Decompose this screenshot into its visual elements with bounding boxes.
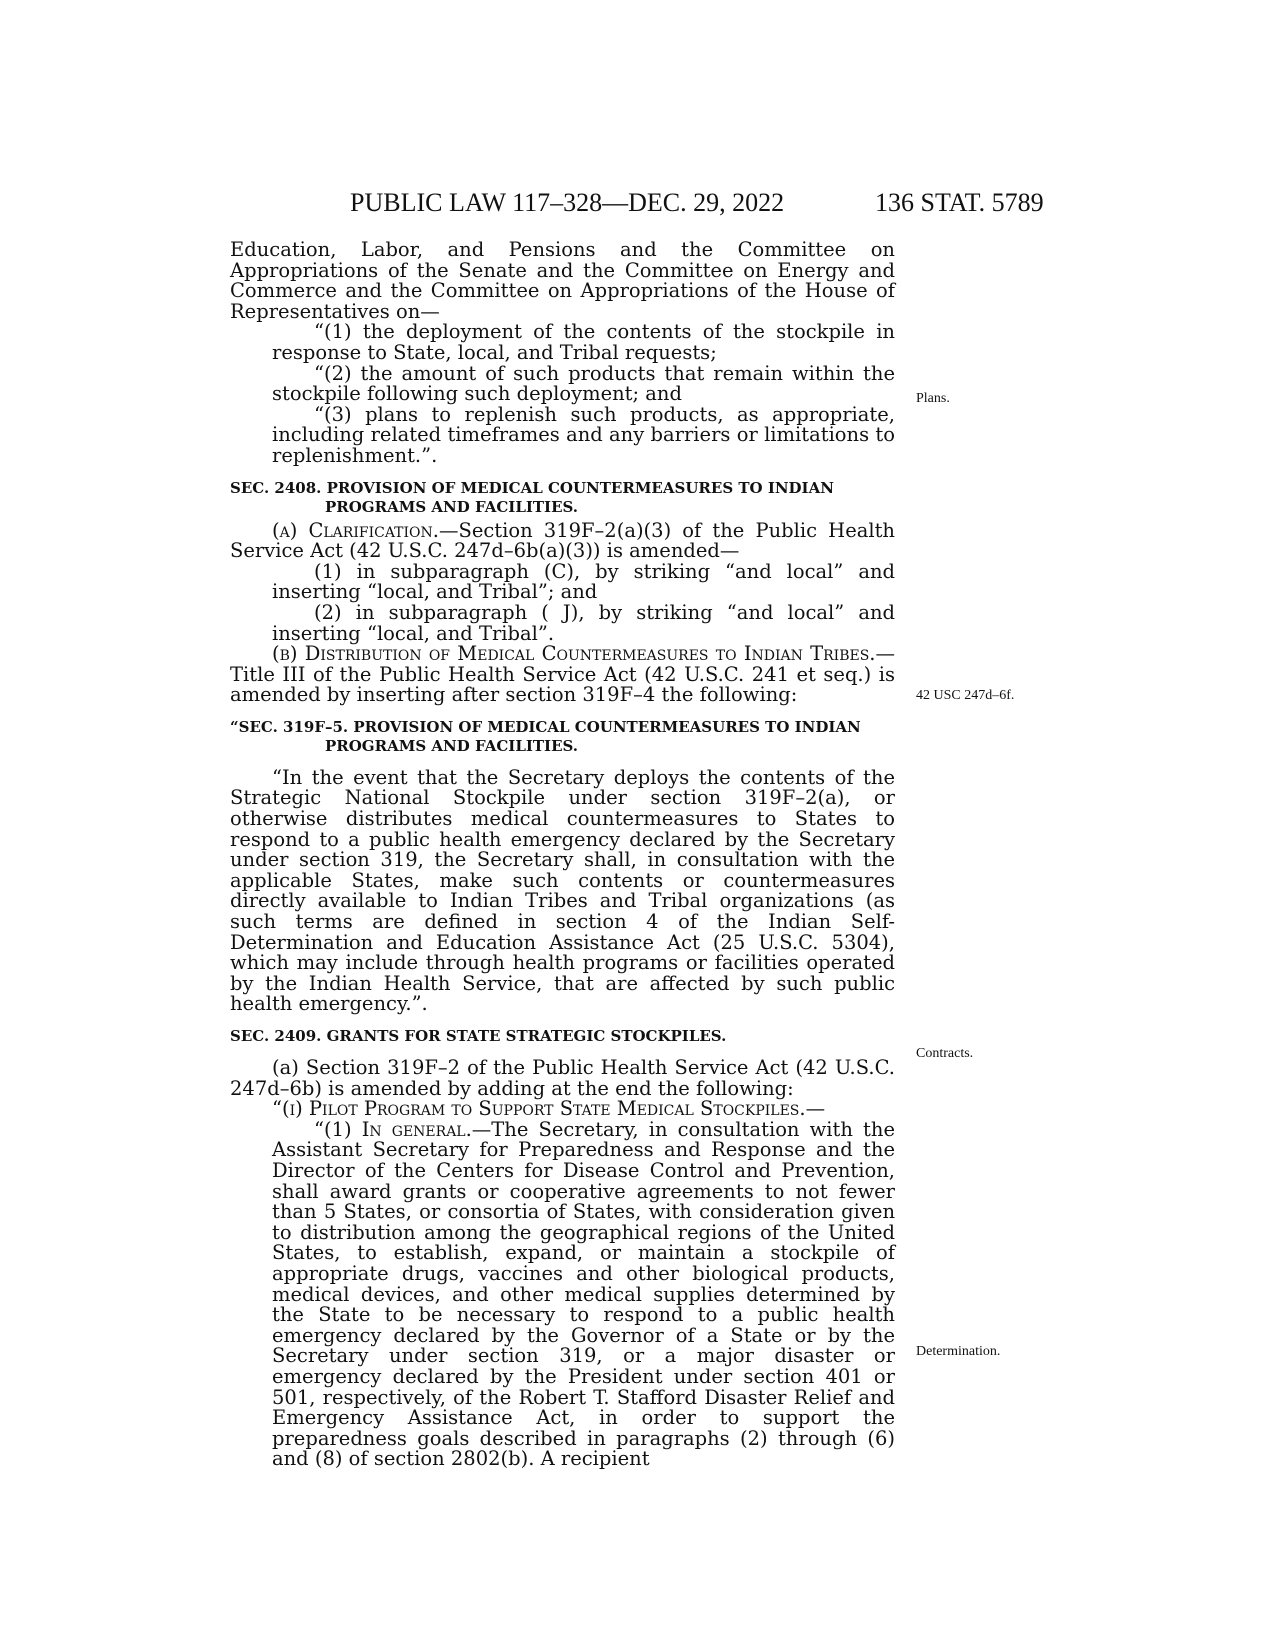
margin-note-determination: Determination.: [916, 1344, 1001, 1359]
subsection-a-1: (1) in subparagraph (C), by striking “and local” and inserting “local, and Tribal”; and: [272, 559, 895, 604]
subsection-i-dash: —: [805, 1097, 826, 1121]
public-law-title: PUBLIC LAW 117–328—DEC. 29, 2022: [350, 188, 785, 217]
list-item-1: “(1) the deployment of the contents of the stockpile in response to State, local, and Tribal requests;: [272, 320, 895, 364]
section-2408-heading: SEC. 2408. PROVISION OF MEDICAL COUNTERMEASURES TO INDIAN PROGRAMS AND FACILITIES.: [230, 478, 834, 516]
margin-note-usc: 42 USC 247d–6f.: [916, 688, 1015, 703]
document-body: [230, 240, 895, 1470]
subsection-i: [230, 1099, 895, 1120]
intro-paragraph: Education, Labor, and Pensions and the Committee on Appropriations of the Senate and the Committee on Energy and Commerce and the Committee on Appropriations of the House of Representatives on—: [230, 238, 895, 323]
section-2409-a: (a) Section 319F–2 of the Public Health Service Act (42 U.S.C. 247d–6b) is amended by adding at the end the following:: [230, 1056, 895, 1100]
section-319f5-text: “In the event that the Secretary deploys the contents of the Strategic National Stockpile under section 319F–2(a), or otherwise distributes medical countermeasures to States to respond to a public health emergency declared by the Secretary under section 319, the Secretary shall, in consultation with the applicable States, make such contents or countermeasures directly available to Indian Tribes and Tribal organizations (as such terms are defined in section 4 of the Indian Self-Determination and Education Assistance Act (25 U.S.C. 5304), which may include through health programs or facilities operated by the Indian Health Service, that are affected by such public health emergency.”.: [230, 765, 895, 1016]
section-2409-heading: SEC. 2409. GRANTS FOR STATE STRATEGIC STOCKPILES.: [230, 1027, 727, 1045]
margin-note-plans: Plans.: [916, 391, 950, 406]
stat-page-number: 136 STAT. 5789: [875, 188, 1044, 217]
margin-note-contracts: Contracts.: [916, 1046, 974, 1061]
subsection-a-label: (a) Clarification.: [272, 518, 439, 542]
subsection-i-label: “(i) Pilot Program to Support State Medical Stockpiles.: [272, 1097, 806, 1121]
list-item-3: “(3) plans to replenish such products, as appropriate, including related timeframes and any barriers or limitations to replenishment.”.: [272, 402, 895, 467]
list-item-2: “(2) the amount of such products that remain within the stockpile following such deployment; and: [272, 361, 895, 406]
page-header: [0, 188, 1275, 222]
subsection-a: [230, 518, 895, 563]
subsection-b-text: —Title III of the Public Health Service Act (42 U.S.C. 241 et seq.) is amended by inserting after section 319F–4 the following:: [230, 642, 895, 707]
subsection-b-label: (b) Distribution of Medical Countermeasures to Indian Tribes.: [272, 642, 876, 666]
subsection-a-text: —Section 319F–2(a)(3) of the Public Health Service Act (42 U.S.C. 247d–6b(a)(3)) is amended—: [230, 518, 895, 563]
subsection-b: [230, 644, 895, 706]
paragraph-1-label: “(1) In general.: [314, 1117, 472, 1141]
paragraph-1-text: —The Secretary, in consultation with the Assistant Secretary for Preparedness and Response and the Director of the Centers for Disease Control and Prevention, shall award grants or cooperative agreements to not fewer than 5 States, or consortia of States, with consideration given to distribution among the geographical regions of the United States, to establish, expand, or maintain a stockpile of appropriate drugs, vaccines and other biological products, medical devices, and other medical supplies determined by the State to be necessary to respond to a public health emergency declared by the Governor of a State or by the Secretary under section 319, or a major disaster or emergency declared by the President under section 401 or 501, respectively, of the Robert T. Stafford Disaster Relief and Emergency Assistance Act, in order to support the preparedness goals described in paragraphs (2) through (6) and (8) of section 2802(b). A recipient: [272, 1117, 895, 1471]
paragraph-1-in-general: [230, 1117, 895, 1471]
subsection-a-2: (2) in subparagraph ( J), by striking “and local” and inserting “local, and Tribal”.: [272, 600, 895, 645]
section-319f5-heading: “SEC. 319F–5. PROVISION OF MEDICAL COUNTERMEASURES TO INDIAN PROGRAMS AND FACILITIES.: [230, 717, 861, 755]
